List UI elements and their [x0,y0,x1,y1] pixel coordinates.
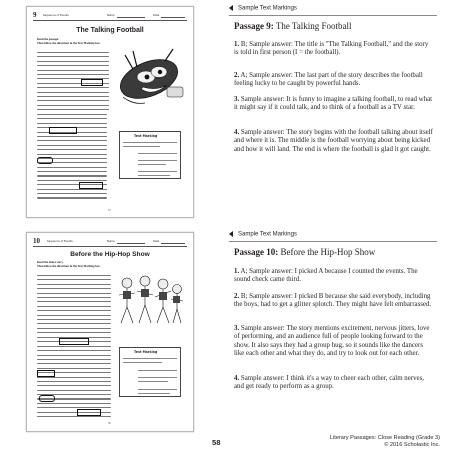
dancers-illustration [115,271,185,331]
worksheet-page-foot: 38 [108,422,111,425]
page-number: 58 [212,438,221,447]
answer-4: 4. Sample answer: The story begins with the football talking about itself and where it is. The middle is the football worrying about being kicked and how it will land. The end is where the football is glad it got caught. [234,129,433,153]
worksheet-title: The Talking Football [76,27,144,34]
name-line [117,17,145,18]
text-marking-circle [39,395,55,402]
arrow-left-icon [229,5,233,11]
text-marking-box [37,370,55,377]
passage-title: Passage 10: Before the Hip-Hop Show [234,247,376,257]
worksheet-page-10 [26,232,194,432]
worksheet-category: Sequence of Events [47,240,73,243]
book-footer [290,435,440,449]
football-illustration [113,47,187,111]
text-marking-circle [37,157,53,164]
passage-title: Passage 9: The Talking Football [234,21,352,31]
text-marking-title: Text Marking [134,134,158,138]
header-rule [33,246,187,247]
worksheet-category: Sequence of Events [43,14,69,17]
text-marking-panel [119,131,181,179]
date-label: Date [153,240,160,243]
answer-2: 2. A; Sample answer: The last part of the story describes the football feeling lucky to be caught by powerful hands. [234,72,423,88]
worksheet-instructions: Read the dance story. Then follow the directions in the Text Marking box. [37,260,101,268]
worksheet-title: Before the Hip-Hop Show [70,251,150,258]
copyright: © 2016 Scholastic Inc. [384,442,440,448]
header-rule [33,20,187,21]
answer-3: 3. Sample answer: It is funny to imagine a talking football, to read what it might say if it could talk, and to think of a football as a TV star. [234,96,433,112]
name-line [117,243,145,244]
text-marking-box [81,79,103,86]
text-marking-title: Text Marking [134,350,158,354]
answer-1: 1. A; Sample answer: I picked A because I counted the events. The sound check came third. [234,268,418,284]
date-line [161,243,185,244]
book-title: Literary Passages: Close Reading (Grade 3) [329,435,440,441]
text-marking-box [77,409,101,416]
worksheet-number: 10 [33,237,40,245]
passage-text-lines-2 [37,337,111,420]
answer-1: 1. B; Sample answer: The title is "The Talking Football," and the story is told in first person (I = the football). [234,41,429,57]
date-label: Date [153,14,160,17]
text-marking-box [79,182,103,189]
text-marking-box [49,127,77,134]
answer-3: 3. Sample answer: The story mentions excitement, nervous jitters, love of performing, and an audience full of people looking forward to the show. It also says they had a group hug, so it sounds like the dancers like each other and what they do, and try to look out for each other. [234,325,430,357]
section-rule [229,15,437,16]
name-label: Name [107,240,115,243]
text-marking-box [59,338,89,345]
arrow-left-icon [229,231,233,237]
answer-2: 2. B; Sample answer: I picked B because she said everybody, including the boys, had to get a glitter splotch. They might have felt embarrassed. [234,293,432,309]
text-marking-panel [119,347,181,397]
passage-text-lines [37,275,111,336]
worksheet-page-9 [26,6,194,218]
worksheet-instructions: Read the passage. Then follow the directions in the Text Marking box. [37,37,101,45]
sample-text-markings-header: Sample Text Markings [229,231,297,238]
section-rule [229,241,437,242]
sample-text-markings-header: Sample Text Markings [229,5,297,12]
name-label: Name [107,14,115,17]
worksheet-number: 9 [33,11,37,19]
answer-4: 4. Sample answer: I think it's a way to cheer each other, calm nerves, and get ready to perform as a group. [234,375,425,391]
date-line [161,17,185,18]
worksheet-page-foot: 37 [108,209,111,212]
